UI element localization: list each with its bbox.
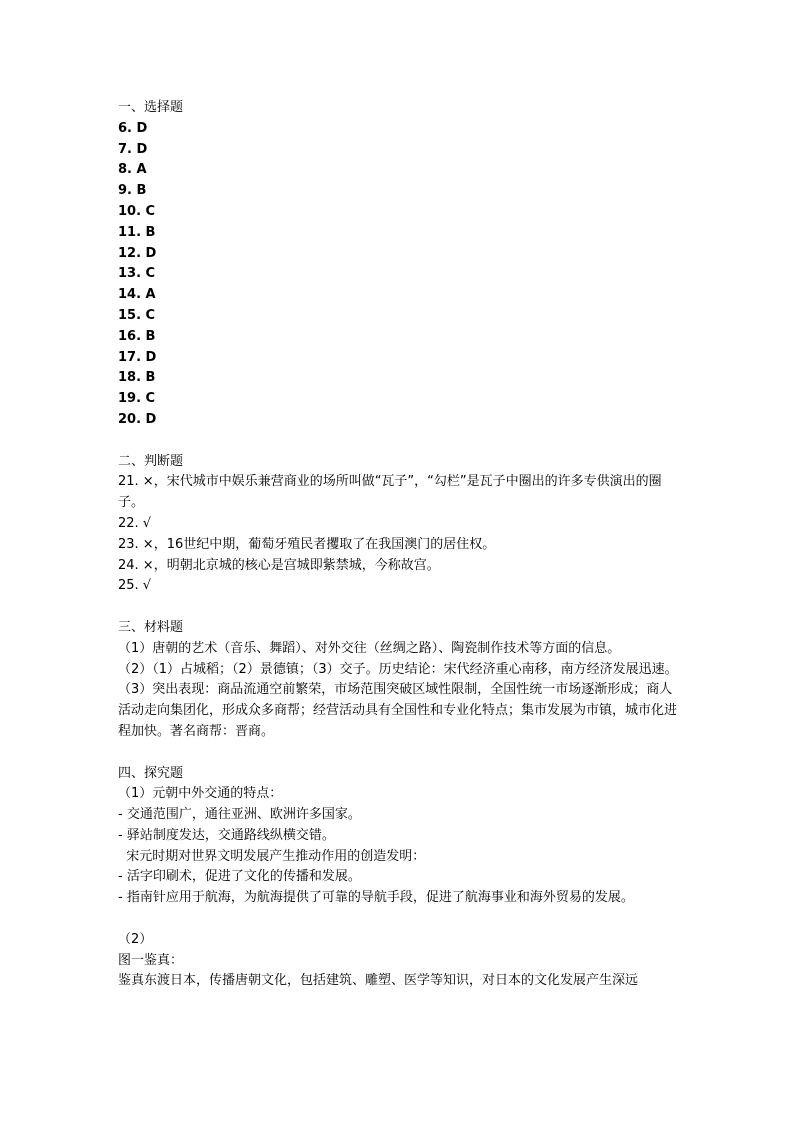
spacer bbox=[118, 909, 684, 930]
inquiry-subheading: 宋元时期对世界文明发展产生推动作用的创造发明： bbox=[118, 848, 426, 864]
material-answer-1: （1）唐朝的艺术（音乐、舞蹈）、对外交往（丝绸之路）、陶瓷制作技术等方面的信息。 bbox=[118, 640, 621, 656]
inquiry-part1-heading: （1）元朝中外交通的特点： bbox=[118, 786, 283, 802]
answer-17: 17. D bbox=[118, 349, 157, 365]
inquiry-bullet-3: - 活字印刷术，促进了文化的传播和发展。 bbox=[118, 869, 361, 885]
answer-15: 15. C bbox=[118, 307, 156, 323]
section-1-title: 一、选择题 bbox=[118, 100, 184, 115]
answer-8: 8. A bbox=[118, 162, 147, 178]
figure1-text: 鉴真东渡日本，传播唐朝文化，包括建筑、雕塑、医学等知识，对日本的文化发展产生深远 bbox=[118, 973, 639, 989]
answer-19: 19. C bbox=[118, 391, 156, 407]
spacer bbox=[118, 743, 684, 764]
judgement-24: 24. ×，明朝北京城的核心是宫城即紫禁城，今称故宫。 bbox=[118, 557, 440, 573]
material-answer-2: （2）（1）占城稻；（2）景德镇；（3）交子。历史结论：宋代经济重心南移，南方经济发展迅速。 bbox=[118, 661, 678, 677]
spacer bbox=[118, 597, 684, 618]
material-answer-3: （3）突出表现：商品流通空前繁荣，市场范围突破区域性限制，全国性统一市场逐渐形成；商人活动走向集团化，形成众多商帮；经营活动具有全国性和专业化特点；集市发展为市镇，城市化进程加快。著名商帮：晋商。 bbox=[118, 682, 678, 739]
answer-18: 18. B bbox=[118, 370, 156, 386]
judgement-23: 23. ×，16世纪中期，葡萄牙殖民者攫取了在我国澳门的居住权。 bbox=[118, 536, 496, 552]
answer-11: 11. B bbox=[118, 224, 156, 240]
answer-12: 12. D bbox=[118, 245, 157, 261]
answer-9: 9. B bbox=[118, 183, 147, 199]
answer-14: 14. A bbox=[118, 287, 156, 303]
answer-6: 6. D bbox=[118, 120, 148, 136]
judgement-21: 21. ×，宋代城市中娱乐兼营商业的场所叫做“瓦子”，“勾栏”是瓦子中圈出的许多专供演出的圈子。 bbox=[118, 474, 662, 511]
answer-20: 20. D bbox=[118, 411, 157, 427]
spacer bbox=[118, 431, 684, 452]
section-4-title: 四、探究题 bbox=[118, 765, 184, 781]
judgement-22: 22. √ bbox=[118, 515, 152, 531]
inquiry-part2-label: （2） bbox=[118, 931, 153, 947]
answer-13: 13. C bbox=[118, 266, 156, 282]
inquiry-bullet-4: - 指南针应用于航海，为航海提供了可靠的导航手段，促进了航海事业和海外贸易的发展。 bbox=[118, 890, 634, 906]
section-2-title: 二、判断题 bbox=[118, 453, 184, 469]
inquiry-bullet-1: - 交通范围广，通往亚洲、欧洲许多国家。 bbox=[118, 807, 361, 823]
section-3-title: 三、材料题 bbox=[118, 619, 184, 635]
answer-7: 7. D bbox=[118, 141, 148, 157]
judgement-25: 25. √ bbox=[118, 578, 152, 594]
inquiry-bullet-2: - 驿站制度发达，交通路线纵横交错。 bbox=[118, 827, 335, 843]
figure1-title: 图一鉴真： bbox=[118, 952, 184, 968]
answer-16: 16. B bbox=[118, 328, 156, 344]
answer-10: 10. C bbox=[118, 203, 156, 219]
